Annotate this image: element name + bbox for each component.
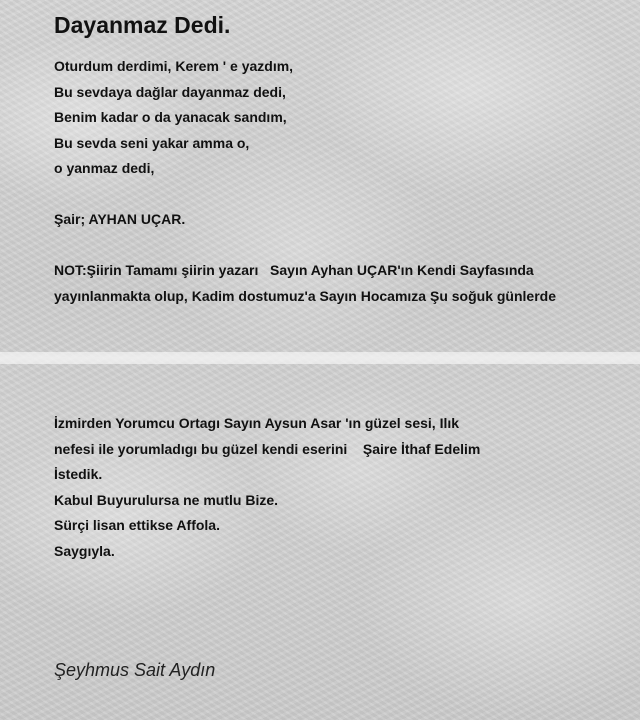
blank-line	[54, 233, 640, 259]
author-signature: Şeyhmus Sait Aydın	[54, 660, 216, 680]
poem-line: Bu sevdaya dağlar dayanmaz dedi,	[54, 83, 286, 100]
note-line: İzmirden Yorumcu Ortagı Sayın Aysun Asar 'ın güzel sesi, Ilık	[54, 415, 460, 431]
poet-credit: Şair; AYHAN UÇAR.	[54, 211, 186, 227]
blank-line	[54, 182, 640, 208]
note-line: Saygıyla.	[54, 542, 115, 559]
note-line: nefesi ile yorumladıgı bu güzel kendi eserini Şaire İthaf Edelim	[54, 440, 481, 457]
panel-separator	[0, 352, 640, 364]
poem-line: o yanmaz dedi,	[54, 160, 155, 176]
note-line: Sürçi lisan ettikse Affola.	[54, 517, 220, 533]
poem-title: Dayanmaz Dedi.	[54, 12, 231, 38]
poem-body-part-2	[54, 411, 640, 564]
note-line: yayınlanmakta olup, Kadim dostumuz'a Sayın Hocamıza Şu soğuk günlerde	[54, 287, 556, 304]
note-line: NOT:Şiirin Tamamı şiirin yazarı Sayın Ayhan UÇAR'ın Kendi Sayfasında	[54, 262, 534, 278]
poem-line: Oturdum derdimi, Kerem ' e yazdım,	[54, 58, 294, 74]
poem-line: Bu sevda seni yakar amma o,	[54, 134, 250, 151]
poem-body-part-1	[54, 54, 640, 309]
note-line: İstedik.	[54, 466, 103, 482]
poem-line: Benim kadar o da yanacak sandım,	[54, 109, 287, 125]
note-line: Kabul Buyurulursa ne mutlu Bize.	[54, 491, 279, 508]
